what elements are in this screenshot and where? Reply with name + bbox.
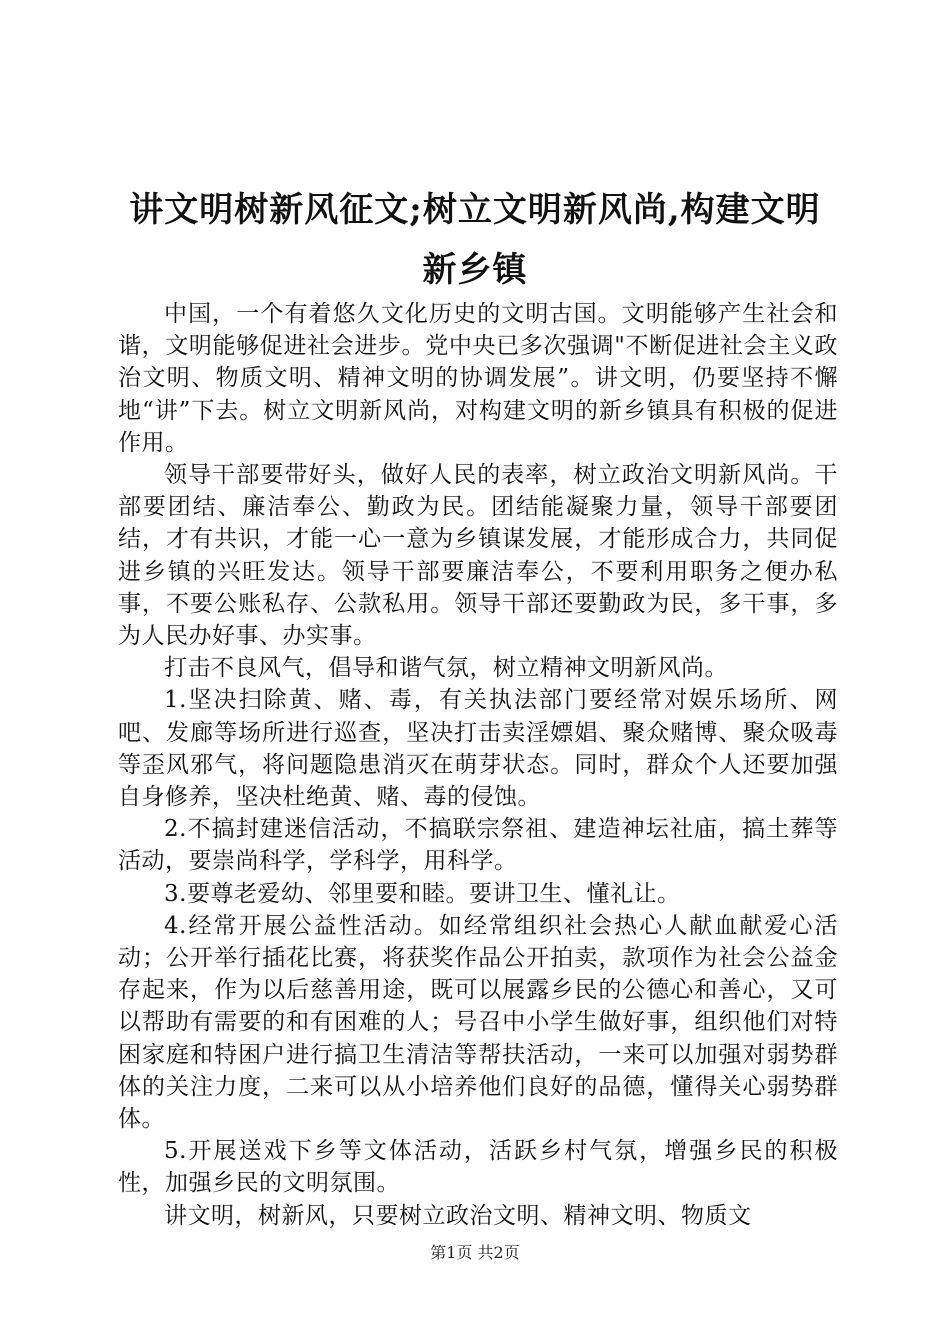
paragraph-item-2: 2.不搞封建迷信活动，不搞联宗祭祖、建造神坛社庙，搞土葬等活动，要崇尚科学，学科学，用科学。	[118, 816, 838, 875]
page-number-footer: 第1页 共2页	[430, 1243, 520, 1262]
paragraph-item-3: 3.要尊老爱幼、邻里要和睦。要讲卫生、懂礼让。	[164, 880, 681, 907]
paragraph-item-1: 1.坚决扫除黄、赌、毒，有关执法部门要经常对娱乐场所、网吧、发廊等场所进行巡查，坚决打击卖淫嫖娼、聚众赌博、聚众吸毒等歪风邪气，将问题隐患消灭在萌芽状态。同时，群众个人还要加强自身修养，坚决杜绝黄、赌、毒的侵蚀。	[118, 687, 838, 811]
paragraph-closing: 讲文明，树新风，只要树立政治文明、精神文明、物质文	[164, 1202, 752, 1229]
paragraph-spirit: 打击不良风气，倡导和谐气氛，树立精神文明新风尚。	[164, 655, 728, 682]
document-title: 讲文明树新风征文;树立文明新风尚,构建文明新乡镇	[129, 190, 821, 290]
paragraph-intro: 中国，一个有着悠久文化历史的文明古国。文明能够产生社会和谐，文明能够促进社会进步。党中央已多次强调"不断促进社会主义政治文明、物质文明、精神文明的协调发展”。讲文明，仍要坚持不懈地“讲”下去。树立文明新风尚，对构建文明的新乡镇具有积极的促进作用。	[118, 301, 838, 456]
document-body	[118, 298, 838, 1232]
paragraph-item-4: 4.经常开展公益性活动。如经常组织社会热心人献血献爱心活动；公开举行插花比赛，将获奖作品公开拍卖，款项作为社会公益金存起来，作为以后慈善用途，既可以展露乡民的公德心和善心，又可以帮助有需要的和有困难的人；号召中小学生做好事，组织他们对特困家庭和特困户进行搞卫生清洁等帮扶活动，一来可以加强对弱势群体的关注力度，二来可以从小培养他们良好的品德，懂得关心弱势群体。	[118, 912, 838, 1133]
paragraph-leaders: 领导干部要带好头，做好人民的表率，树立政治文明新风尚。干部要团结、廉洁奉公、勤政为民。团结能凝聚力量，领导干部要团结，才有共识，才能一心一意为乡镇谋发展，才能形成合力，共同促进乡镇的兴旺发达。领导干部要廉洁奉公，不要利用职务之便办私事，不要公账私存、公款私用。领导干部还要勤政为民，多干事，多为人民办好事、办实事。	[118, 462, 838, 650]
paragraph-item-5: 5.开展送戏下乡等文体活动，活跃乡村气氛，增强乡民的积极性，加强乡民的文明氛围。	[118, 1138, 838, 1197]
